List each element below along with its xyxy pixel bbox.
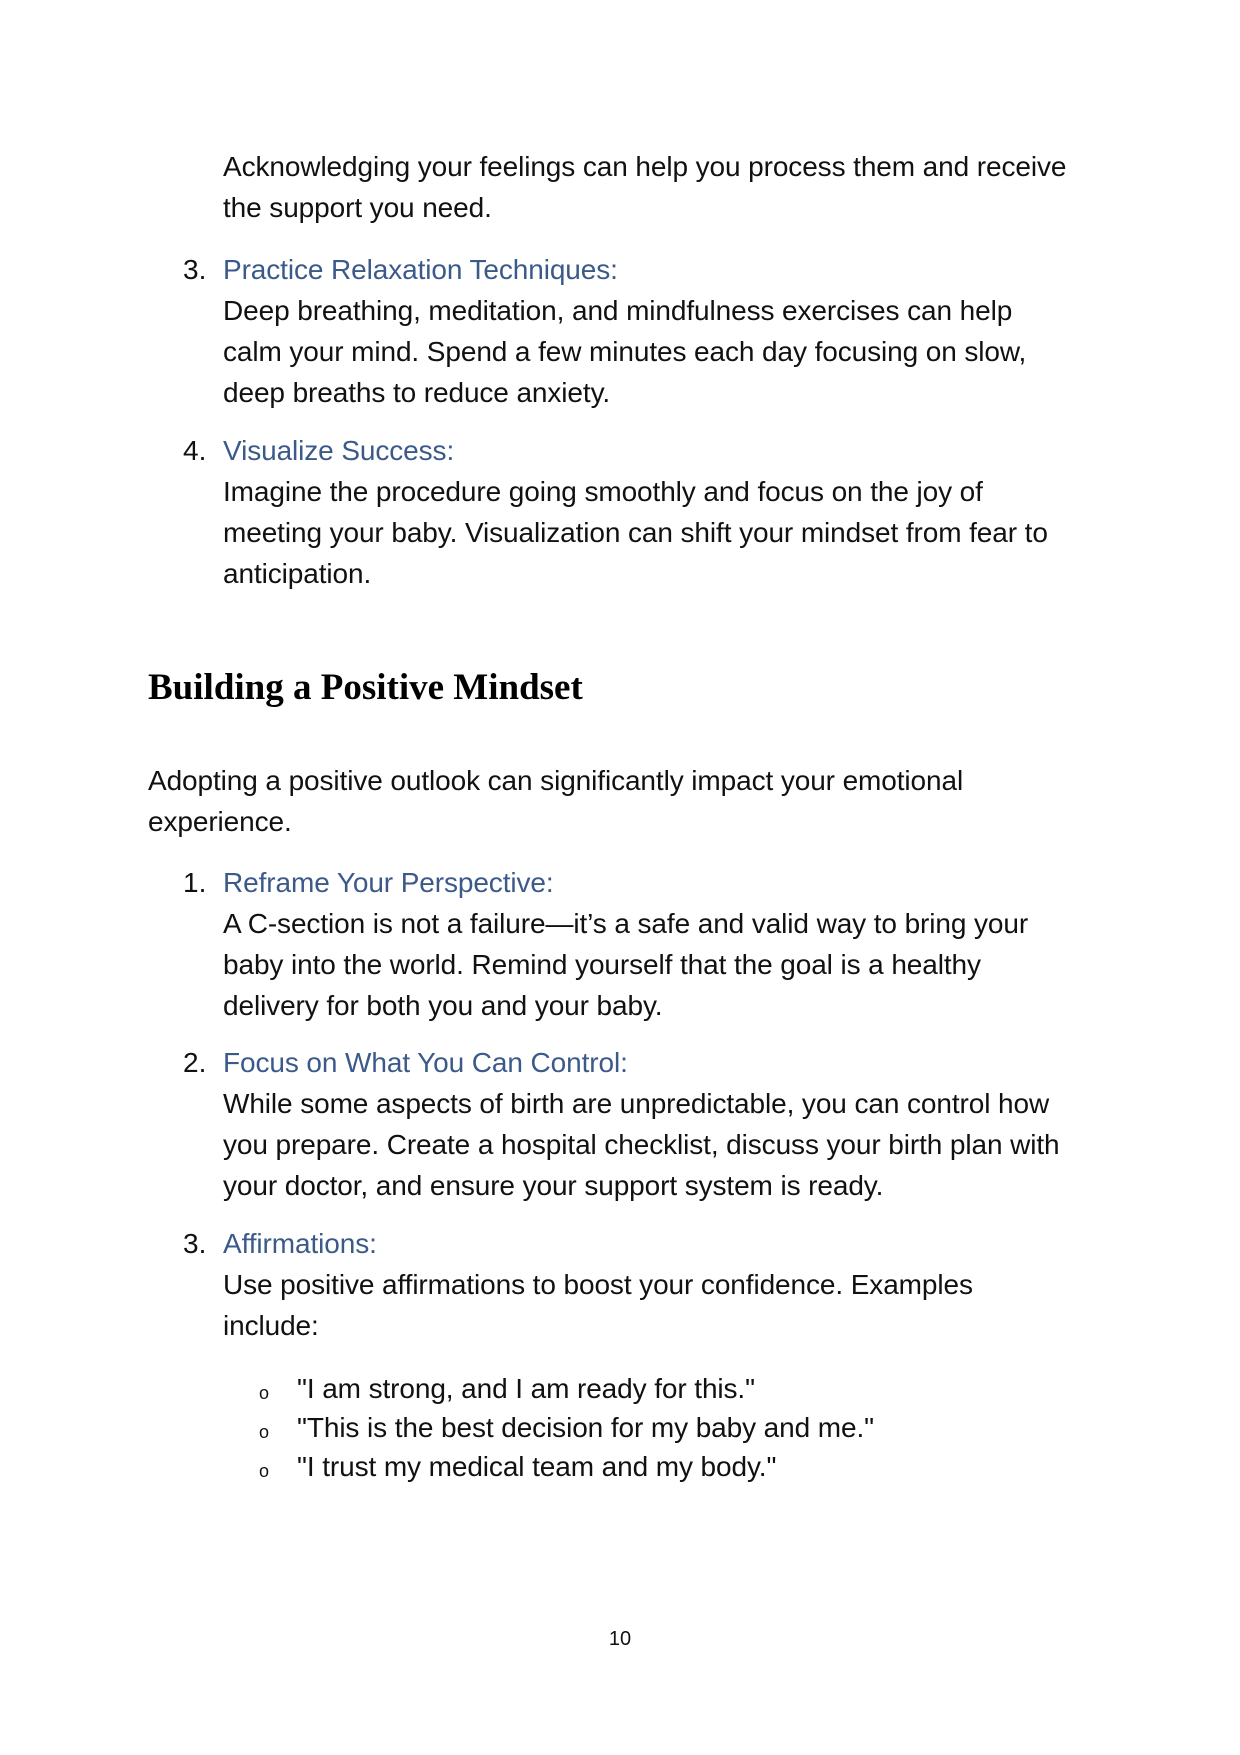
list-item-title: Visualize Success: [223, 435, 455, 466]
list-item-line: delivery for both you and your baby. [223, 990, 663, 1021]
affirmation-item: "This is the best decision for my baby and me." [297, 1412, 874, 1443]
list-item-line: meeting your baby. Visualization can shift your mindset from fear to [223, 517, 1048, 548]
section-heading: Building a Positive Mindset [148, 667, 583, 708]
paragraph-line: experience. [148, 806, 292, 837]
bullet-circle-icon: o [259, 1461, 270, 1481]
list-item-line: calm your mind. Spend a few minutes each day focusing on slow, [223, 336, 1027, 367]
list-item-line: anticipation. [223, 558, 372, 589]
list-item-line: deep breaths to reduce anxiety. [223, 377, 611, 408]
list-item-title: Focus on What You Can Control: [223, 1047, 628, 1078]
list-number: 1. [183, 867, 207, 898]
affirmation-item: "I trust my medical team and my body." [297, 1451, 777, 1482]
list-item-line: Use positive affirmations to boost your confidence. Examples [223, 1269, 973, 1300]
list-item-title: Affirmations: [223, 1228, 377, 1259]
list-item-line: A C-section is not a failure—it’s a safe and valid way to bring your [223, 908, 1029, 939]
list-item-line: baby into the world. Remind yourself that the goal is a healthy [223, 949, 981, 980]
list-item-title: Practice Relaxation Techniques: [223, 254, 618, 285]
list-number: 2. [183, 1047, 207, 1078]
list-item-title: Reframe Your Perspective: [223, 867, 554, 898]
list-item-line: you prepare. Create a hospital checklist, discuss your birth plan with [223, 1129, 1060, 1160]
list-item-line: Deep breathing, meditation, and mindfulness exercises can help [223, 295, 1013, 326]
list-item-line: Imagine the procedure going smoothly and focus on the joy of [223, 476, 983, 507]
page-number: 10 [608, 1628, 632, 1650]
list-number: 3. [183, 1228, 207, 1259]
list-item-line: While some aspects of birth are unpredictable, you can control how [223, 1088, 1050, 1119]
paragraph-line: the support you need. [223, 192, 492, 223]
list-item-line: include: [223, 1310, 319, 1341]
bullet-circle-icon: o [259, 1383, 270, 1403]
affirmation-item: "I am strong, and I am ready for this." [297, 1373, 755, 1404]
paragraph-line: Acknowledging your feelings can help you process them and receive [223, 151, 1067, 182]
list-number: 3. [183, 254, 207, 285]
bullet-circle-icon: o [259, 1422, 270, 1442]
list-item-line: your doctor, and ensure your support system is ready. [223, 1170, 884, 1201]
paragraph-line: Adopting a positive outlook can significantly impact your emotional [148, 765, 964, 796]
list-number: 4. [183, 435, 207, 466]
